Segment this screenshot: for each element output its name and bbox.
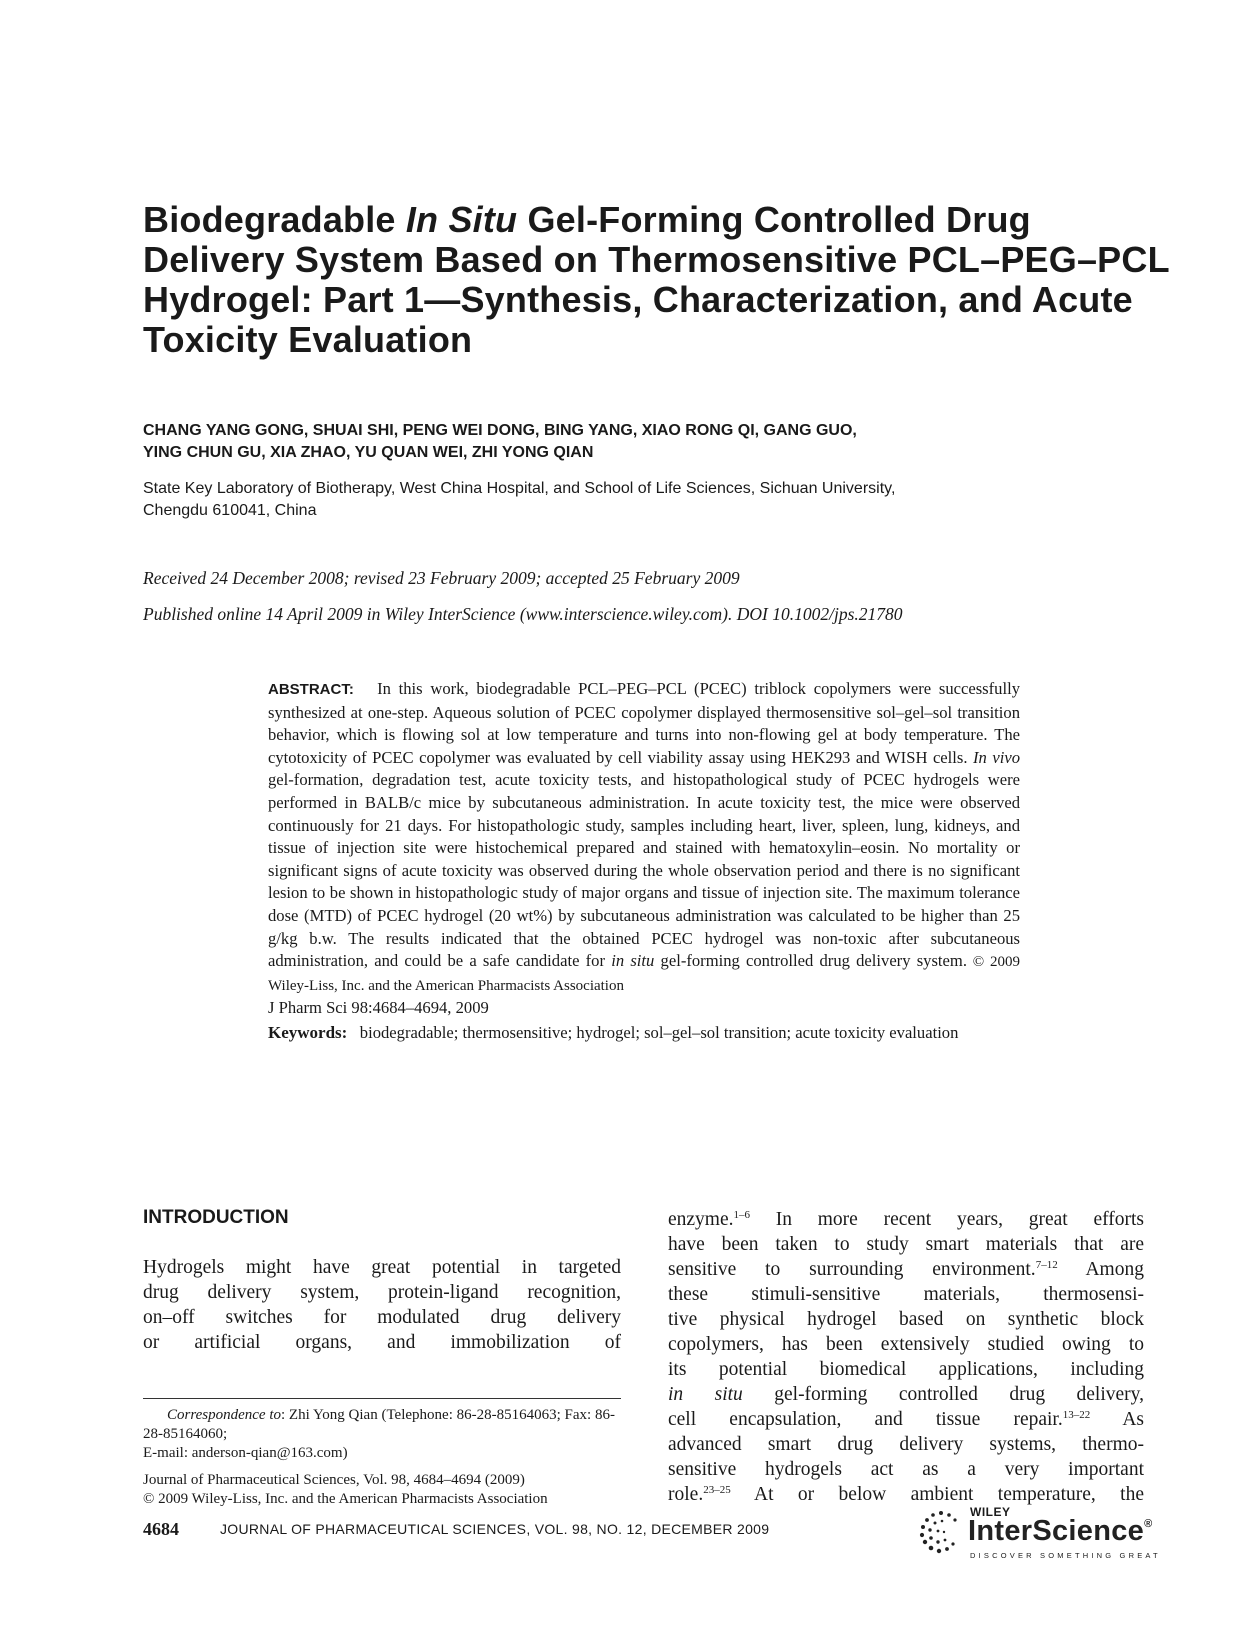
copyright-line: © 2009 Wiley-Liss, Inc. and the American Pharmacists Association	[143, 1491, 548, 1507]
keywords-label: Keywords:	[268, 1022, 348, 1042]
title-line2: Delivery System Based on Thermosensitive PCL–PEG–PCL	[143, 239, 1170, 280]
section-heading-introduction: INTRODUCTION	[143, 1207, 289, 1228]
intro-right-column	[668, 1207, 1144, 1507]
affiliation-line2: Chengdu 610041, China	[143, 502, 317, 519]
article-title	[143, 199, 1170, 360]
abstract-copyright: © 2009 Wiley-Liss, Inc. and the American Pharmacists Association	[268, 954, 1020, 994]
keywords-text: biodegradable; thermosensitive; hydrogel; sol–gel–sol transition; acute toxicity evaluation	[359, 1022, 959, 1042]
citation-ref: 7–12	[1035, 1259, 1058, 1271]
correspondence-text: : Zhi Yong Qian (Telephone: 86-28-85164063; Fax: 86-28-85164060;	[143, 1407, 615, 1442]
authors-line1: CHANG YANG GONG, SHUAI SHI, PENG WEI DONG, BING YANG, XIAO RONG QI, GANG GUO,	[143, 422, 857, 439]
intro-right-line: have been taken to study smart materials that are	[668, 1234, 1144, 1255]
authors-line2: YING CHUN GU, XIA ZHAO, YU QUAN WEI, ZHI YONG QIAN	[143, 444, 594, 461]
title-line4: Toxicity Evaluation	[143, 319, 473, 360]
abstract-italic2: in situ	[611, 951, 655, 971]
intro-left-line: Hydrogels might have great potential in targeted	[143, 1257, 621, 1278]
title-line3: Hydrogel: Part 1—Synthesis, Characterization, and Acute	[143, 279, 1133, 320]
footnote	[143, 1406, 621, 1509]
citation-ref: 23–25	[703, 1484, 731, 1496]
correspondence	[143, 1406, 621, 1463]
footnote-divider	[143, 1398, 621, 1399]
intro-left-line: on–off switches for modulated drug delivery	[143, 1307, 621, 1328]
intro-right-line: sensitive to surrounding environment.$^{7-12}$ Among	[668, 1259, 1144, 1280]
author-list	[143, 420, 857, 464]
keywords	[268, 1022, 1020, 1045]
intro-right-line: enzyme.$^{1-6}$ In more recent years, great efforts	[668, 1209, 1144, 1230]
interscience-logo	[918, 1505, 1161, 1563]
intro-right-line: its potential biomedical applications, including	[668, 1359, 1144, 1380]
intro-right-line: tive physical hydrogel based on synthetic block	[668, 1309, 1144, 1330]
abstract-italic1: In vivo	[973, 747, 1020, 767]
abstract-body	[268, 678, 1020, 997]
page-number: 4684	[143, 1519, 179, 1539]
correspondence-label: Correspondence to	[167, 1407, 282, 1423]
correspondence-email: E-mail: anderson-qian@163.com)	[143, 1445, 348, 1461]
abstract-label: ABSTRACT:	[268, 681, 354, 698]
running-footer: JOURNAL OF PHARMACEUTICAL SCIENCES, VOL. 98, NO. 12, DECEMBER 2009	[220, 1521, 770, 1537]
intro-right-line: advanced smart drug delivery systems, thermo-	[668, 1434, 1144, 1455]
logo-tagline: DISCOVER SOMETHING GREAT	[970, 1551, 1161, 1560]
citation-ref: 13–22	[1062, 1409, 1091, 1421]
abstract	[268, 678, 1020, 1045]
intro-right-line: these stimuli-sensitive materials, thermosensi-	[668, 1284, 1144, 1305]
intro-right-line: cell encapsulation, and tissue repair.$^{13-22}$ As	[668, 1409, 1144, 1430]
logo-name: InterScience®	[968, 1515, 1153, 1547]
intro-right-line: in situ gel-forming controlled drug delivery,	[668, 1384, 1145, 1405]
abstract-text3: gel-forming controlled drug delivery system.	[654, 951, 967, 971]
intro-right-line: sensitive hydrogels act as a very important	[668, 1459, 1144, 1480]
affiliation-line1: State Key Laboratory of Biotherapy, West China Hospital, and School of Life Sciences, Sichuan University,	[143, 480, 896, 497]
intro-right-line: role.$^{23-25}$ At or below ambient temperature, the	[668, 1484, 1144, 1505]
citation-ref: 1–6	[733, 1209, 751, 1221]
received-dates: Received 24 December 2008; revised 23 February 2009; accepted 25 February 2009	[143, 568, 740, 588]
intro-left-line: drug delivery system, protein-ligand recognition,	[143, 1282, 621, 1303]
journal-line: Journal of Pharmaceutical Sciences, Vol. 98, 4684–4694 (2009)	[143, 1472, 525, 1488]
logo-publisher: WILEY	[970, 1505, 1011, 1519]
journal-citation: J Pharm Sci 98:4684–4694, 2009	[268, 998, 489, 1018]
title-part2: Gel-Forming Controlled Drug	[517, 199, 1031, 240]
swirl-logo-icon	[918, 1509, 964, 1555]
intro-right-line: copolymers, has been extensively studied owing to	[668, 1334, 1144, 1355]
title-italic: In Situ	[405, 199, 518, 240]
intro-left-line: or artificial organs, and immobilization of	[143, 1332, 621, 1353]
affiliation	[143, 478, 895, 522]
intro-left-column	[143, 1255, 621, 1355]
journal-reference	[143, 1471, 621, 1509]
abstract-text2: gel-formation, degradation test, acute toxicity tests, and histopathological study of PCEC hydrogels were performed in BALB/c mice by subcutaneous administration. In acute toxicity test, the mice were observed continuously for 21 days. For histopathologic study, samples including heart, liver, spleen, lung, kidneys, and tissue of injection site were histochemical prepared and stained with hematoxylin–eosin. No mortality or significant signs of acute toxicity was observed during the whole observation period and there is no significant lesion to be shown in histopathologic study of major organs and tissue of injection site. The maximum tolerance dose (MTD) of PCEC hydrogel (20 wt%) by subcutaneous administration was calculated to be higher than 25 g/kg b.w. The results indicated that the obtained PCEC hydrogel was non-toxic after subcutaneous administration, and could be a safe candidate for	[268, 770, 1020, 971]
abstract-text1: In this work, biodegradable PCL–PEG–PCL (PCEC) triblock copolymers were successfully synthesized at one-step. Aqueous solution of PCEC copolymer displayed thermosensitive sol–gel–sol transition behavior, which is flowing sol at low temperature and turns into non-flowing gel at body temperature. The cytotoxicity of PCEC copolymer was evaluated by cell viability assay using HEK293 and WISH cells.	[268, 679, 1020, 767]
publication-info: Published online 14 April 2009 in Wiley InterScience (www.interscience.wiley.com). DOI 10.1002/jps.21780	[143, 604, 903, 624]
title-part1: Biodegradable	[143, 199, 406, 240]
